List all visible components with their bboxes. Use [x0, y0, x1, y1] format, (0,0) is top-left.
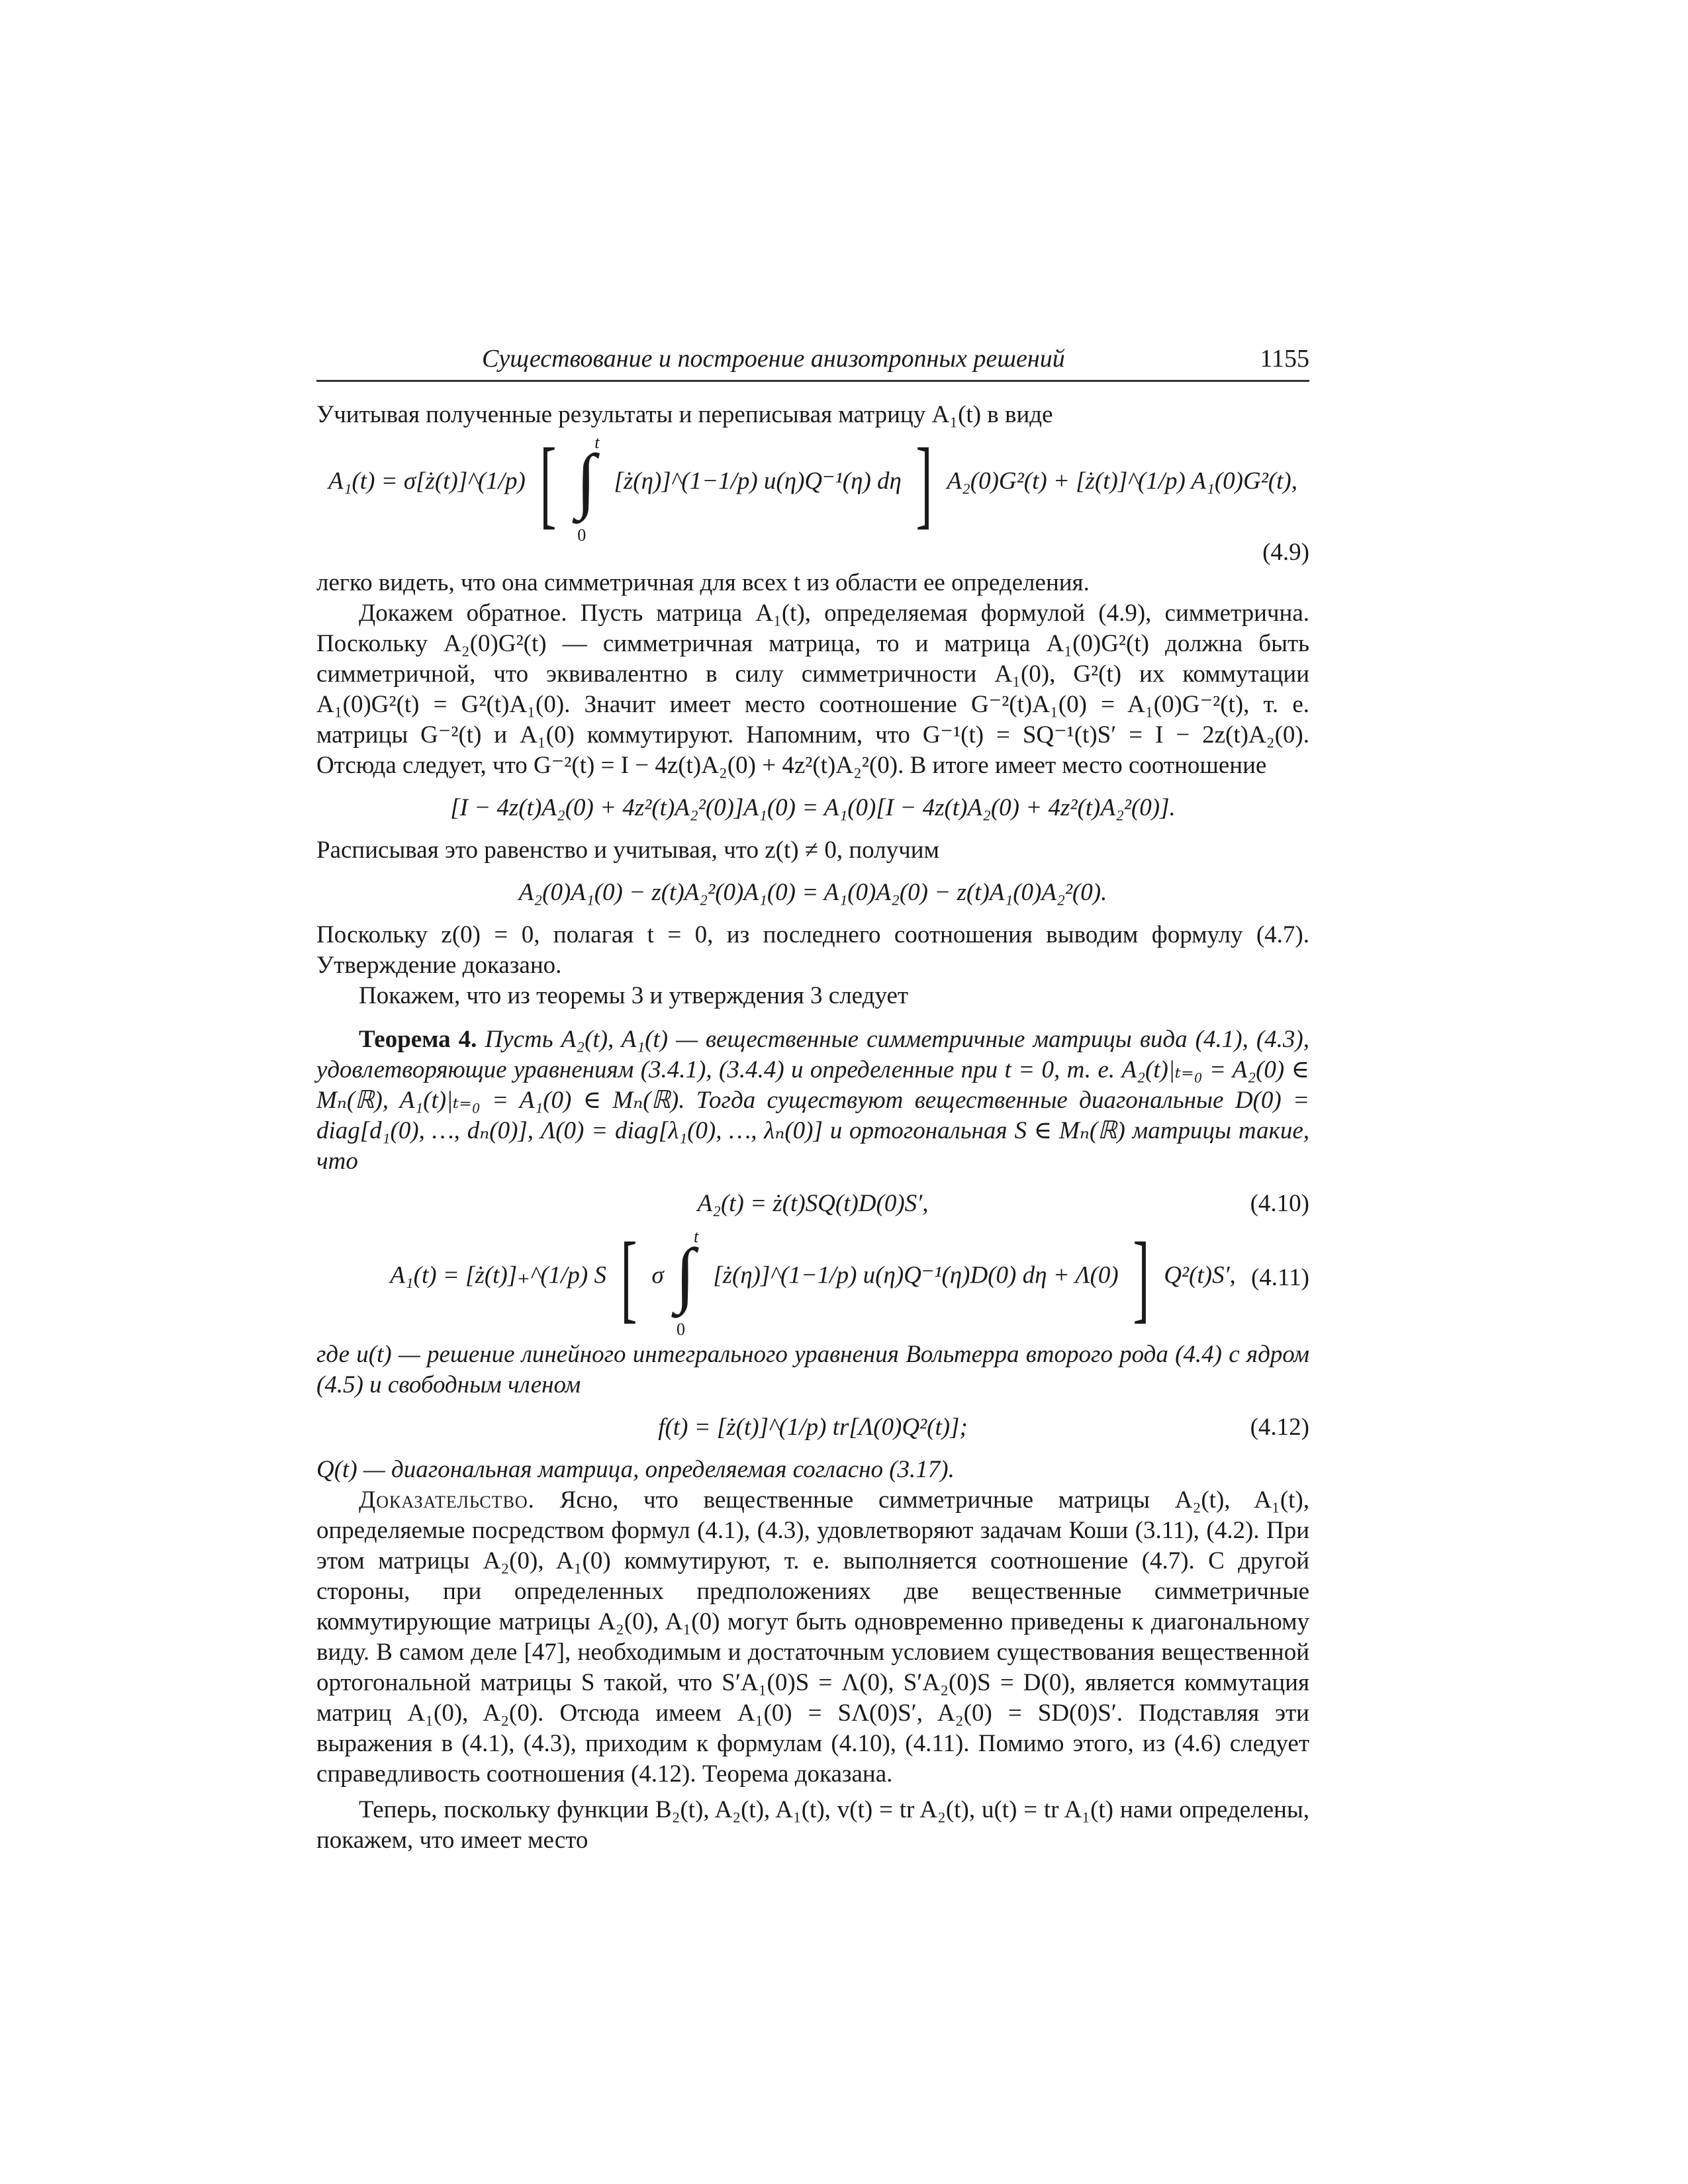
paragraph-now: Теперь, поскольку функции B₂(t), A₂(t), A₁(t), v(t) = tr A₂(t), u(t) = tr A₁(t) нами определены, покажем, что имеет место: [316, 1796, 1309, 1854]
eq49-upper-limit: t: [594, 433, 600, 452]
paragraph-show: Покажем, что из теоремы 3 и утверждения 3 следует: [359, 982, 909, 1009]
page-number: 1155: [1260, 345, 1309, 373]
equation-number-4-9: (4.9): [1262, 539, 1309, 566]
running-header: [316, 343, 1309, 382]
eq411-lower-limit: 0: [676, 1320, 685, 1339]
eq49-lower-limit: 0: [577, 525, 586, 545]
theorem-4: [316, 1024, 1309, 1177]
eq411-sigma: σ: [651, 1261, 664, 1289]
equation-number-4-11: (4.11): [1250, 1264, 1309, 1291]
proof: [316, 1485, 1309, 1790]
paragraph-q-diagonal: Q(t) — диагональная матрица, определяемая согласно (3.17).: [316, 1456, 955, 1483]
paragraph-symmetric: легко видеть, что она симметричная для всех t из области ее определения.: [316, 569, 1090, 596]
equation-expanded: A₂(0)A₁(0) − z(t)A₂²(0)A₁(0) = A₁(0)A₂(0) − z(t)A₁(0)A₂²(0).: [518, 879, 1107, 906]
equation-4-11: [316, 1222, 1309, 1339]
eq411-integrand: [ż(η)]^(1−1/p) u(η)Q⁻¹(η)D(0) dη + Λ(0): [713, 1261, 1119, 1289]
paragraph-since: Поскольку z(0) = 0, полагая t = 0, из последнего соотношения выводим формулу (4.7). Утверждение доказано.: [316, 921, 1309, 979]
right-bracket: ]: [915, 428, 933, 538]
theorem-label: Теорема 4.: [359, 1026, 477, 1053]
integral-sign: ∫ t 0: [571, 437, 608, 529]
eq412-body: f(t) = [ż(t)]^(1/p) tr[Λ(0)Q²(t)];: [658, 1414, 968, 1441]
integral-sign: ∫ t 0: [670, 1231, 707, 1324]
eq411-rhs: Q²(t)S′,: [1164, 1261, 1236, 1289]
equation-4-9: [316, 428, 1309, 545]
eq410-body: A₂(t) = ż(t)SQ(t)D(0)S′,: [697, 1190, 929, 1217]
paragraph-expand: Расписывая это равенство и учитывая, что z(t) ≠ 0, получим: [316, 837, 939, 864]
eq49-lhs: A₁(t) = σ[ż(t)]^(1/p): [328, 467, 526, 495]
running-title: Существование и построение анизотропных решений: [482, 345, 1065, 373]
proof-text: Ясно, что вещественные симметричные матрицы A₂(t), A₁(t), определяемые посредством формул (4.1), (4.3), удовлетворяют задачам Коши (3.11), (4.2). При этом матрицы A₂(0), A₁(0) коммутируют, т. е. выполняется соотношение (4.7). С другой стороны, при определенных предположениях две вещественные симметричные коммутирующие матрицы A₂(0), A₁(0) могут быть одновременно приведены к диагональному виду. В самом деле [47], необходимым и достаточным условием существования вещественной ортогональной матрицы S такой, что S′A₁(0)S = Λ(0), S′A₂(0)S = D(0), является коммутация матриц A₁(0), A₂(0). Отсюда имеем A₁(0) = SΛ(0)S′, A₂(0) = SD(0)S′. Подставляя эти выражения в (4.1), (4.3), приходим к формулам (4.10), (4.11). Помимо этого, из (4.6) следует справедливость соотношения (4.12). Теорема доказана.: [316, 1486, 1309, 1788]
theorem-statement: Пусть A₂(t), A₁(t) — вещественные симметричные матрицы вида (4.1), (4.3), удовлетворяющие уравнениям (3.4.1), (3.4.4) и определенные при t = 0, т. е. A₂(t)|ₜ₌₀ = A₂(0) ∈ Mₙ(ℝ), A₁(t)|ₜ₌₀ = A₁(0) ∈ Mₙ(ℝ). Тогда существуют вещественные диагональные D(0) = diag[d₁(0), …, dₙ(0)], Λ(0) = diag[λ₁(0), …, λₙ(0)] и ортогональная S ∈ Mₙ(ℝ) матрицы такие, что: [316, 1026, 1309, 1175]
left-bracket: [: [620, 1222, 637, 1332]
eq49-rhs: A₂(0)G²(t) + [ż(t)]^(1/p) A₁(0)G²(t),: [947, 467, 1297, 495]
page-body: [316, 400, 1309, 1856]
equation-commutation: [I − 4z(t)A₂(0) + 4z²(t)A₂²(0)]A₁(0) = A₁(0)[I − 4z(t)A₂(0) + 4z²(t)A₂²(0)].: [450, 794, 1176, 821]
paragraph-converse: Докажем обратное. Пусть матрица A₁(t), определяемая формулой (4.9), симметрична. Поскольку A₂(0)G²(t) — симметричная матрица, то и матрица A₁(0)G²(t) должна быть симметричной, что эквивалентно в силу симметричности A₁(0), G²(t) их коммутации A₁(0)G²(t) = G²(t)A₁(0). Значит имеет место соотношение G⁻²(t)A₁(0) = A₁(0)G⁻²(t), т. е. матрицы G⁻²(t) и A₁(0) коммутируют. Напомним, что G⁻¹(t) = SQ⁻¹(t)S′ = I − 2z(t)A₂(0). Отсюда следует, что G⁻²(t) = I − 4z(t)A₂(0) + 4z²(t)A₂²(0). В итоге имеет место соотношение: [316, 600, 1309, 779]
eq49-integrand: [ż(η)]^(1−1/p) u(η)Q⁻¹(η) dη: [614, 467, 902, 495]
equation-4-10: [316, 1189, 1309, 1219]
equation-4-12: [316, 1412, 1309, 1443]
right-bracket: ]: [1133, 1222, 1150, 1332]
proof-label: Доказательство.: [359, 1486, 535, 1514]
paragraph-where: где u(t) — решение линейного интегрального уравнения Вольтерра второго рода (4.4) с ядром (4.5) и свободным членом: [316, 1341, 1309, 1398]
eq411-lhs: A₁(t) = [ż(t)]₊^(1/p) S: [390, 1261, 606, 1289]
equation-number-4-10: (4.10): [1250, 1190, 1309, 1217]
equation-number-4-12: (4.12): [1250, 1414, 1309, 1441]
eq411-upper-limit: t: [693, 1227, 699, 1246]
paragraph-intro: Учитывая полученные результаты и переписывая матрицу A₁(t) в виде: [316, 401, 1053, 428]
left-bracket: [: [539, 428, 557, 538]
